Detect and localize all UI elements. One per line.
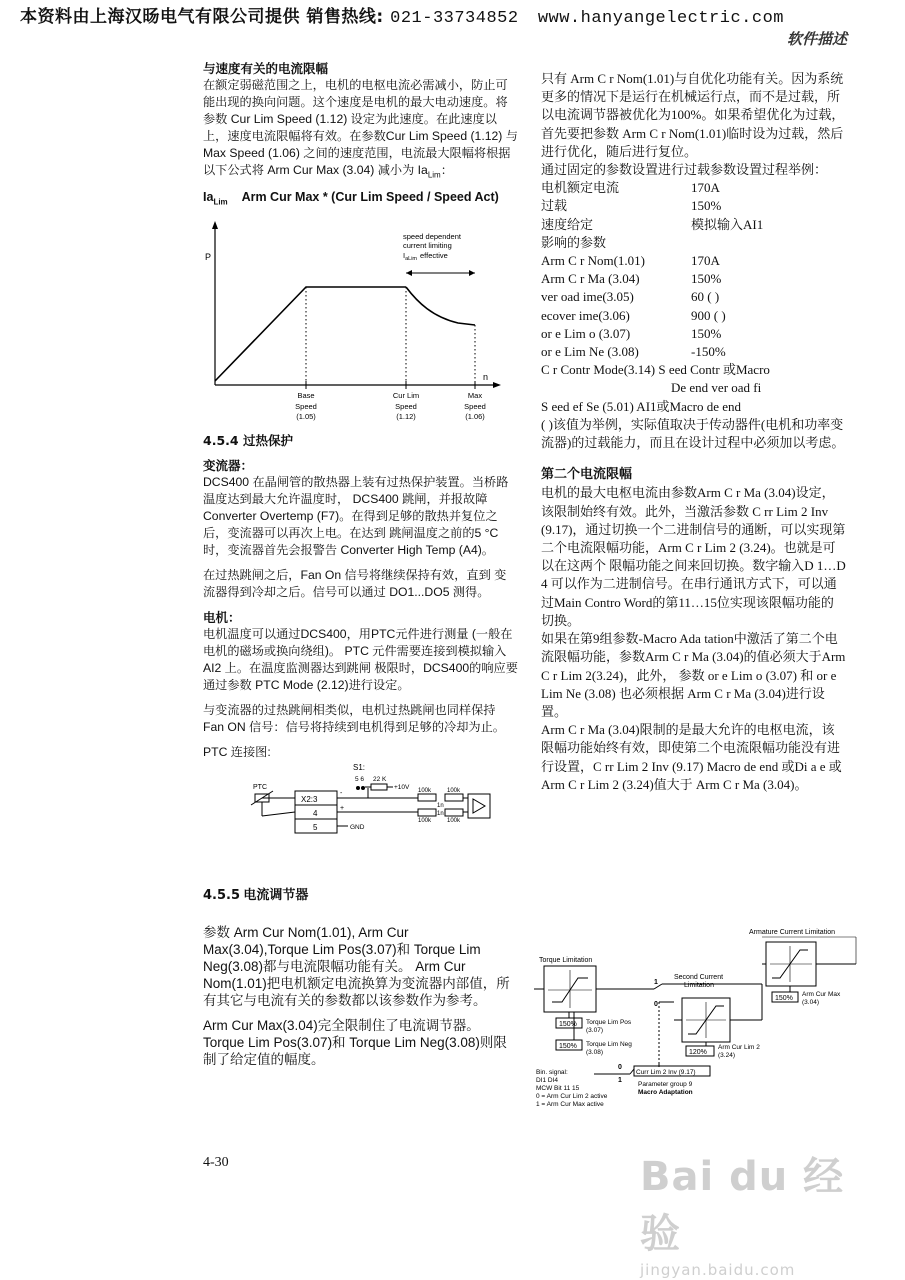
ptc-minus: - [340,789,343,797]
ptc-r100k-4: 100k [447,817,461,824]
banner-website[interactable]: www.hanyangelectric.com [537,9,784,28]
current-limit-block-diagram [534,922,864,1112]
diag-zero-line: 0 = Arm Cur Lim 2 active [536,1093,608,1100]
tick-cur-a: Cur Lim [392,390,420,400]
diag-tq-pos-a: Torque Lim Pos [586,1019,632,1026]
regulator-para-1: 参数 Arm Cur Nom(1.01), Arm Cur Max(3.04),Torque Lim Pos(3.07)和 Torque Lim Neg(3.08)都与电流限幅功能有关。 Arm Cur Nom(1.01)把电机额定电流换算为变流器内部值，所有其它与电流有关的参数都以该参数作为参考。 [203,924,510,1008]
second-limit-para-2: 如果在第9组参数-Macro Ada tation中激活了第二个电流限幅功能，参数Arm C r Ma (3.04)的值必须大于Arm C r Lim 2(3.24)，此外， 参数 or e Lim o (3.07) 和 or e Lim Ne (3.08) 也必须根据 Arm C r Ma (3.04)进行设置。 [541,631,846,719]
tick-max-c: (1.06) [465,411,485,421]
diag-lim2-val: 120% [689,1049,707,1056]
motor-title: 电机： [203,609,241,625]
ptc-22k: 22 K [373,775,387,783]
baidu-watermark [640,1145,880,1279]
table-row: 电机额定电流 170A [541,180,720,196]
watermark-logo: Bai du 经验 [640,1154,845,1257]
diag-inv-0: 0 [618,1064,622,1071]
ptc-x23: X2:3 [301,794,318,804]
tick-base-a: Base [297,390,315,400]
diag-bin-signal: Bin. signal: [536,1069,568,1076]
table-row: or e Lim o (3.07) 150% [541,325,722,341]
diag-sw-0: 0 [654,1001,658,1008]
diag-inv: Curr Lim 2 Inv (9.17) [636,1069,696,1076]
second-limit-para: 电机的最大电枢电流由参数Arm C r Ma (3.04)设定，该限制始终有效。此外，当激活参数 C rr Lim 2 Inv (9.17)，通过切换一个二进制信号的通断，可以实现第二个电流限幅功能，Arm C r Lim 2 (3.24)。也就是可以在这两个 限幅功能之间来回切换。数字输入D 1…D 4 可以作为二进制信号。在串行通讯方式下，可以通过Main Contro Word的第11…15位实现该限幅功能的切换。 [541,485,846,628]
param-example-table [541,179,763,361]
table-row: ecover ime(3.06) 900 ( ) [541,307,726,323]
section-4-5-5: 4.5.5 电流调节器 [203,887,309,903]
ptc-pin4: 4 [313,808,318,818]
ptc-s1: S1: [353,762,366,772]
tick-base-c: (1.05) [296,411,316,421]
regulator-para-2: Arm Cur Max(3.04)完全限制住了电流调节器。Torque Lim Pos(3.07)和 Torque Lim Neg(3.08)则限制了给定值的幅度。 [203,1017,507,1067]
top-banner [0,0,905,30]
ptc-pins: 5 6 [355,775,365,783]
diag-second-a: Second Current [674,974,724,981]
motor-para-2: 与变流器的过热跳闸相类似，电机过热跳闸也同样保持 Fan ON 信号：信号将持续到电机得到足够的冷却为止。 [203,702,505,734]
diag-macro: Macro Adaptation [638,1089,693,1096]
diag-lim2-a: Arm Cur Lim 2 [718,1044,760,1051]
diag-one-line: 1 = Arm Cur Max active [536,1101,604,1108]
table-row: Arm C r Ma (3.04) 150% [541,271,722,287]
diag-sw-1: 1 [654,979,658,986]
ptc-plus: + [340,804,345,812]
example-note: ( )该值为举例，实际值取决于传动器件(电机和功率变流器)的过载能力，而且在设计过程中必须加以考虑。 [541,416,845,451]
tick-cur-c: (1.12) [396,411,416,421]
speed-limit-para: 在额定弱磁范围之上，电机的电枢电流必需减小，防止可能出现的换向问题。这个速度是电机的最大电动速度。将参数 Cur Lim Speed (1.12) 设定为此速度。在此速度以上，速度电流限幅将有效。在参数Cur Lim Speed (1.12) 与 Max Speed (1.06) 之间的速度范围，电流最大限幅将根据以下公式将 Arm Cur Max (3.04) 减小为 $Ia_{Lim}$： [203,78,518,180]
ptc-gnd: GND [350,823,365,831]
right-para-2: 通过固定的参数设置进行过载参数设置过程举例： [541,162,828,178]
diag-lim2-b: (3.24) [718,1052,735,1059]
graph-note-1: speed dependent [403,231,461,241]
ptc-10v: +10V [394,783,410,791]
tick-max-a: Max [467,390,483,400]
diag-di: DI1 DI4 [536,1077,559,1084]
diag-mcw: MCW Bit 11 15 [536,1085,580,1092]
limit-formula: $Ia_{Lim}$ Arm Cur Max * (Cur Lim Speed / Speed Act) [203,190,499,207]
ptc-title: PTC 连接图: [203,744,271,759]
right-para-1: 只有 Arm C r Nom(1.01)与自优化功能有关。因为系统更多的情况下是运行在机械运行点，而不是过载，所以电流调节器被优化为100%。如果希望优化为过载，首先要把参数 Arm C r Nom(1.01)临时设为过载，然后进行优化，随后进行复位。 [541,71,845,159]
table-row: 速度给定 模拟输入AI1 [541,216,764,232]
diag-inv-1: 1 [618,1077,622,1084]
page-number: 4-30 [203,1155,229,1170]
second-limit-para-3: Arm C r Ma (3.04)限制的是最大允许的电枢电流，该限幅功能始终有效，即使第二个电流限幅功能没有进行设置，C rr Lim 2 Inv (9.17) Macro de end 或Di a e 或 Arm C r Lim 2 (3.24)值大于 Arm C r Ma (3.04)。 [541,722,842,792]
fan-para: 在过热跳闸之后，Fan On 信号将继续保持有效，直到 变流器得到冷却之后。信号可以通过 DO1...DO5 测得。 [203,567,507,599]
diag-torque-title: Torque Limitation [539,957,593,964]
ptc-r100k-3: 100k [418,817,432,824]
diag-tq-neg-a: Torque Lim Neg [586,1041,632,1048]
ptc-1n-2: 1n [437,810,444,817]
diag-tq-pos-val: 150% [559,1021,577,1028]
diag-armature-title: Armature Current Limitation [749,929,835,936]
motor-para: 电机温度可以通过DCS400，用PTC元件进行测量 (一般在电机的磁场或换向绕组)。 PTC 元件需要连接到模拟输入 AI2 上。在温度监测器达到跳闸 极限时，DCS400的响应要通过参数 PTC Mode (2.12)进行设定。 [203,626,518,692]
diag-armmax-a: Arm Cur Max [802,991,841,998]
ctrl-mode-line-2: De end ver oad fi [671,380,762,396]
table-row: 影响的参数 [541,234,607,250]
tick-max-b: Speed [464,401,486,411]
graph-y-label: P [205,251,212,262]
diag-tq-pos-b: (3.07) [586,1027,603,1034]
left-column [203,60,518,1068]
table-row: or e Lim Ne (3.08) -150% [541,344,726,360]
right-column [541,70,846,794]
tick-base-b: Speed [295,401,317,411]
watermark-url: jingyan.baidu.com [640,1261,796,1279]
diag-tq-neg-val: 150% [559,1043,577,1050]
tick-cur-b: Speed [395,401,417,411]
banner-phone: 021-33734852 [390,9,519,28]
banner-provider: 本资料由上海汉旸电气有限公司提供 销售热线: [20,7,384,27]
diag-armmax-b: (3.04) [802,999,819,1006]
diag-armmax-val: 150% [775,995,793,1002]
second-limit-title: 第二个电流限幅 [541,467,633,483]
speed-limit-title: 与速度有关的电流限幅 [203,61,329,76]
section-4-5-4: 4.5.4 过热保护 [203,432,293,448]
ptc-r100k-1: 100k [418,787,432,794]
ctrl-mode-line-1: C r Contr Mode(3.14) S eed Contr 或Macro [541,362,770,378]
converter-title: 变流器： [203,457,254,473]
table-row: ver oad ime(3.05) 60 ( ) [541,289,720,305]
ptc-pin5: 5 [313,822,318,832]
graph-note-3: $I_{aLim}$ effective [403,250,448,262]
ptc-r100k-2: 100k [447,787,461,794]
diag-second-b: Limitation [684,982,714,989]
diag-tq-neg-b: (3.08) [586,1049,603,1056]
ctrl-mode-line-3: S eed ef Se (5.01) AI1或Macro de end [541,398,741,414]
speed-limit-graph [203,215,503,405]
section-tag: 软件描述 [786,30,847,48]
ptc-1n-1: 1n [437,802,444,809]
graph-note-2: current limiting [403,240,452,250]
converter-para: DCS400 在晶闸管的散热器上装有过热保护装置。当桥路温度达到最大允许温度时， DCS400 跳闸，并报故障 Converter Overtemp (F7)。在得到足够的散热并复位之后，变流器可以再次上电。在达到 跳闸温度之前的5 °C时，变流器首先会报警告 Converter High Temp (A4)。 [203,474,509,557]
table-row: Arm C r Nom(1.01) 170A [541,253,720,269]
diag-pg9: Parameter group 9 [638,1081,693,1088]
ptc-label: PTC [253,783,267,791]
table-row: 过载 150% [541,198,722,214]
speed-limit-graph-ticks [203,402,503,424]
graph-x-label: n [483,371,489,382]
ptc-diagram [203,761,503,853]
